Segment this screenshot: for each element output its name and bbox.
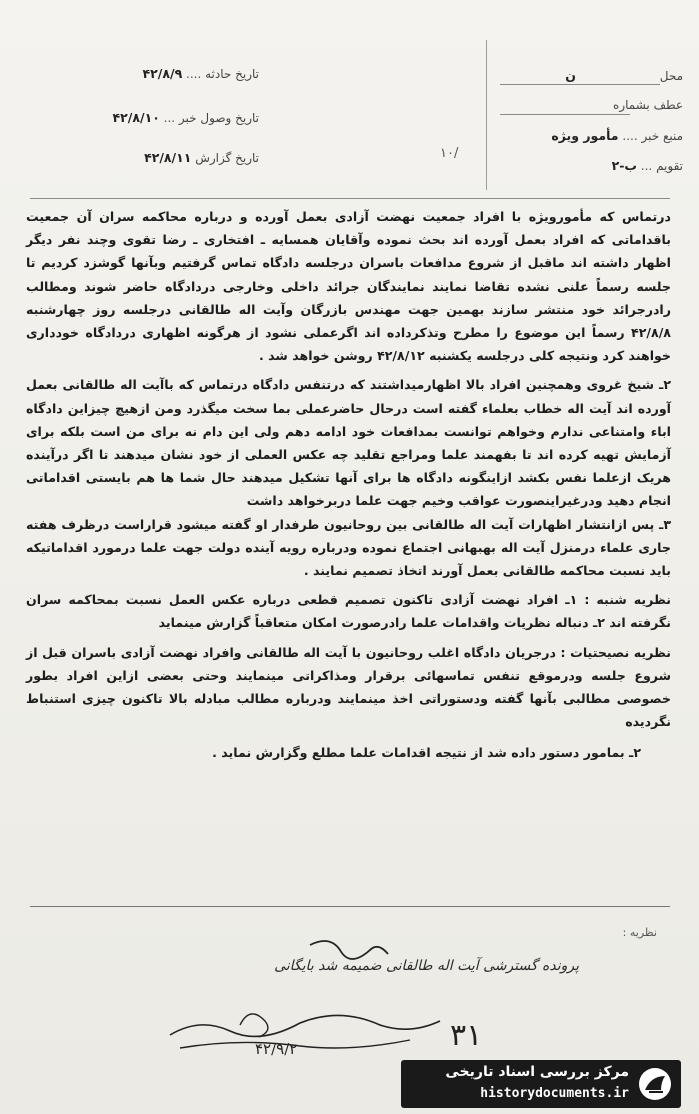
source-row: منبع خبر .... مأمور ویژه [551,128,683,143]
archive-title: مرکز بررسی اسناد تاریخی [445,1064,629,1080]
source-label: منبع خبر [641,129,683,143]
receipt-date-value: ۴۲/۸/۱۰ [112,110,160,125]
receipt-date-label: تاریخ وصول خبر [178,111,259,125]
report-date-label: تاریخ گزارش [195,151,259,165]
source-value: مأمور ویژه [551,128,619,143]
handwritten-note: پرونده گسترشی آیت اله طالقانی ضمیمه شد بایگانی [274,958,579,974]
archive-url: historydocuments.ir [480,1086,629,1101]
sources-opinion: نظریه شنبه : ۱ـ افراد نهضت آزادی تاکنون تصمیم قطعی درباره عکس العمل نسبت بمحاکمه سران نگرفته اند ۲ـ دنباله نظریات واقدامات علما رادرصورت امکان متعاقباً گزارش مینماید [26,592,671,631]
report-date-value: ۴۲/۸/۱۱ [144,150,192,165]
opinion-label: نظریه : [622,926,657,939]
assessment-label: تقویم [656,159,683,173]
subject-row [613,98,683,112]
location-value: ن [565,68,576,83]
report-date-row [144,150,259,165]
header-bottom-rule [30,198,670,199]
header-divider [486,40,487,190]
assessment-value: ب-۲ [611,158,637,173]
location-row [498,68,683,83]
incident-date-value: ۴۲/۸/۹ [142,66,183,81]
incident-date-label: تاریخ حادثه [205,67,259,81]
opinion-divider [30,906,670,907]
handwritten-signature-graphic [150,930,570,1060]
archive-logo-icon [637,1066,673,1102]
paragraph-2: ۲ـ شیخ غروی وهمچنین افراد بالا اظهارمیداشتند که درتنفس دادگاه درتماس که باآیت اله طالقانی بعمل آورده اند آیت اله خطاب بعلماء گفته است درحال حاضرعملی بما سخت میگذرد ومن ازهیچ چیزاین دادگاه اباء وامتناعی ندارم وخواهم توانست بمدافعات خود ادامه دهم ولی این دام نه برای من است بلکه برای آزمایش تهیه کرده اند تا بفهمند علما ومراجع تقلید چه عکس العملی از خود نشان میدهند تا اگر درآینده هریک ازعلما نفس بکشد ازاینگونه دادگاه ها برای آنها تشکیل میدهند حال شما ها هم بایستی اقداماتی انجام دهید ودرغیراینصورت عواقب وخیم جهت علما دربرخواهد داشت [26,377,671,509]
incident-date-row: تاریخ حادثه .... ۴۲/۸/۹ [142,66,259,81]
handwritten-date: ۴۲/۹/۲ [255,1040,298,1058]
handwritten-number: ۳۱ [450,1018,483,1053]
receipt-date-row: تاریخ وصول خبر ... ۴۲/۸/۱۰ [112,110,259,125]
location-underline [500,84,660,85]
margin-note: ۱۰/ [440,146,459,161]
archive-watermark [401,1060,681,1108]
assessment-row: تقویم ... ب-۲ [611,158,683,173]
report-body [26,205,671,765]
subject-label: عطف بشماره [613,98,683,112]
document-header [0,0,699,205]
instruction: ۲ـ بمامور دستور داده شد از نتیجه اقدامات علما مطلع وگزارش نماید . [212,745,641,761]
recommendations: نظریه نصیحتیات : درجریان دادگاه اغلب روحانیون با آیت اله طالقانی وافراد نهضت آزادی باسران قبل از شروع جلسه ودرموقع تنفس تماسهائی برقرار ومذاکراتی مینمایند وحتی بعضی ازاین افراد بطور خصوصی مطالبی بآنها گفته ودستوراتی اخذ مینمایند ودرباره مطالب مبادله بالا تاکنون چیزی استنباط نگردیده [26,644,671,730]
subject-underline [500,114,630,115]
paragraph-1: درتماس که مأمورویژه با افراد جمعیت نهضت آزادی بعمل آورده و درباره محاکمه سران آن جمعیت باقداماتی که افراد بعمل آورده اند بحث نموده وآقایان همسایه ـ افتخاری ـ رضا تقوی وچند نفر دیگر اظهار داشته اند ماقبل از شروع مدافعات باسران درجلسه دادگاه تماس گرفتیم وبآنها گوشزد کردیم تا جلسه رسماً علنی نشده تقاضا نمایند نمایندگان جرائد داخلی وخارجی دردادگاه حاضر شوند ومطالب رادرجرائد خود منتشر سازند بهمین جهت مهندس بازرگان وآیت اله طالقانی درجلسه روز چهارشنبه ۴۲/۸/۸ رسماً این موضوع را مطرح وتذکرداده اند اگرعملی نشود از هرگونه اظهاری دردادگاه خودداری خواهند کرد ونتیجه کلی درجلسه یکشنبه ۴۲/۸/۱۲ روشن خواهد شد . [26,209,671,364]
location-label: محل [659,69,683,83]
paragraph-3: ۳ـ پس ازانتشار اظهارات آیت اله طالقانی بین روحانیون طرفدار او گفته میشود قراراست درظرف هفته جاری علماء درمنزل آیت اله بهبهانی اجتماع نموده ودرباره رویه آینده دولت جهت علما درمورد اقداماتیکه باید نسبت محاکمه طالقانی بعمل آورند اتخاذ تصمیم نمایند . [26,516,671,579]
